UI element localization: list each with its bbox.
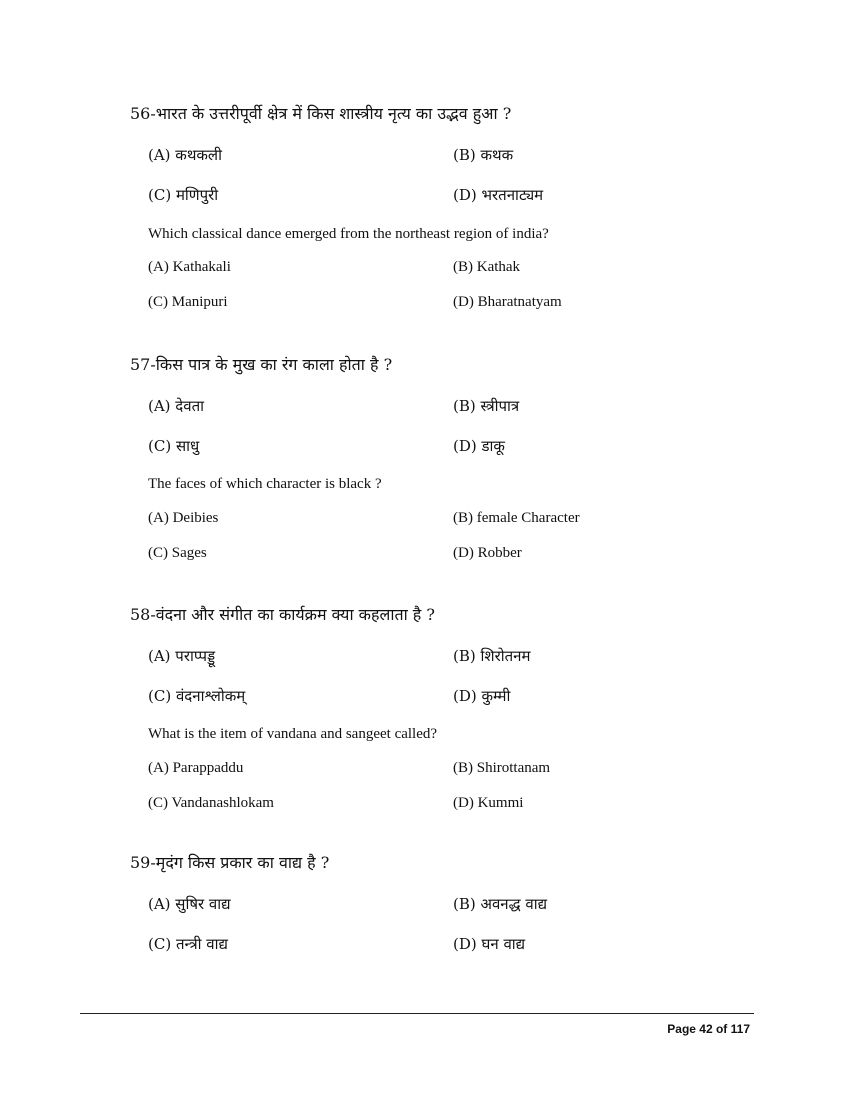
option-english-b: (B) female Character: [453, 510, 580, 526]
question-english-text: Which classical dance emerged from the northeast region of india?: [148, 226, 549, 242]
option-hindi-a: (A) सुषिर वाद्य: [148, 895, 231, 913]
option-hindi-a: (A) पराप्पड्डू: [148, 647, 216, 665]
option-hindi-d: (D) कुम्मी: [453, 687, 511, 705]
page-number: Page 42 of 117: [667, 1022, 750, 1036]
option-english-a: (A) Parappaddu: [148, 760, 244, 776]
option-hindi-b: (B) शिरोतनम: [453, 647, 531, 665]
option-english-a: (A) Kathakali: [148, 259, 231, 275]
option-english-d: (D) Kummi: [453, 795, 524, 811]
option-hindi-c: (C) वंदनाश्लोकम्: [148, 687, 246, 705]
option-hindi-a: (A) कथकली: [148, 146, 222, 164]
option-english-b: (B) Kathak: [453, 259, 521, 275]
option-hindi-b: (B) कथक: [453, 146, 514, 164]
option-english-b: (B) Shirottanam: [453, 760, 551, 776]
option-hindi-d: (D) डाकू: [453, 437, 505, 455]
option-hindi-c: (C) तन्त्री वाद्य: [148, 935, 228, 953]
question-english-text: The faces of which character is black ?: [148, 476, 382, 492]
option-hindi-a: (A) देवता: [148, 397, 205, 415]
question-hindi-text: 57-किस पात्र के मुख का रंग काला होता है ?: [130, 355, 393, 374]
option-hindi-b: (B) अवनद्ध वाद्य: [453, 895, 548, 913]
footer-divider: [80, 1013, 754, 1014]
question-english-text: What is the item of vandana and sangeet called?: [148, 726, 438, 742]
option-english-c: (C) Manipuri: [148, 294, 228, 310]
option-english-d: (D) Robber: [453, 545, 522, 561]
option-english-c: (C) Vandanashlokam: [148, 795, 274, 811]
option-english-a: (A) Deibies: [148, 510, 219, 526]
option-hindi-d: (D) भरतनाट्यम: [453, 186, 544, 204]
question-hindi-text: 59-मृदंग किस प्रकार का वाद्य है ?: [130, 853, 330, 872]
question-hindi-text: 58-वंदना और संगीत का कार्यक्रम क्या कहलाता है ?: [130, 605, 435, 624]
option-hindi-d: (D) घन वाद्य: [453, 935, 526, 953]
option-hindi-b: (B) स्त्रीपात्र: [453, 397, 520, 415]
option-english-d: (D) Bharatnatyam: [453, 294, 562, 310]
question-hindi-text: 56-भारत के उत्तरीपूर्वी क्षेत्र में किस शास्त्रीय नृत्य का उद्भव हुआ ?: [130, 104, 512, 123]
option-hindi-c: (C) मणिपुरी: [148, 186, 219, 204]
option-hindi-c: (C) साधु: [148, 437, 200, 455]
option-english-c: (C) Sages: [148, 545, 207, 561]
